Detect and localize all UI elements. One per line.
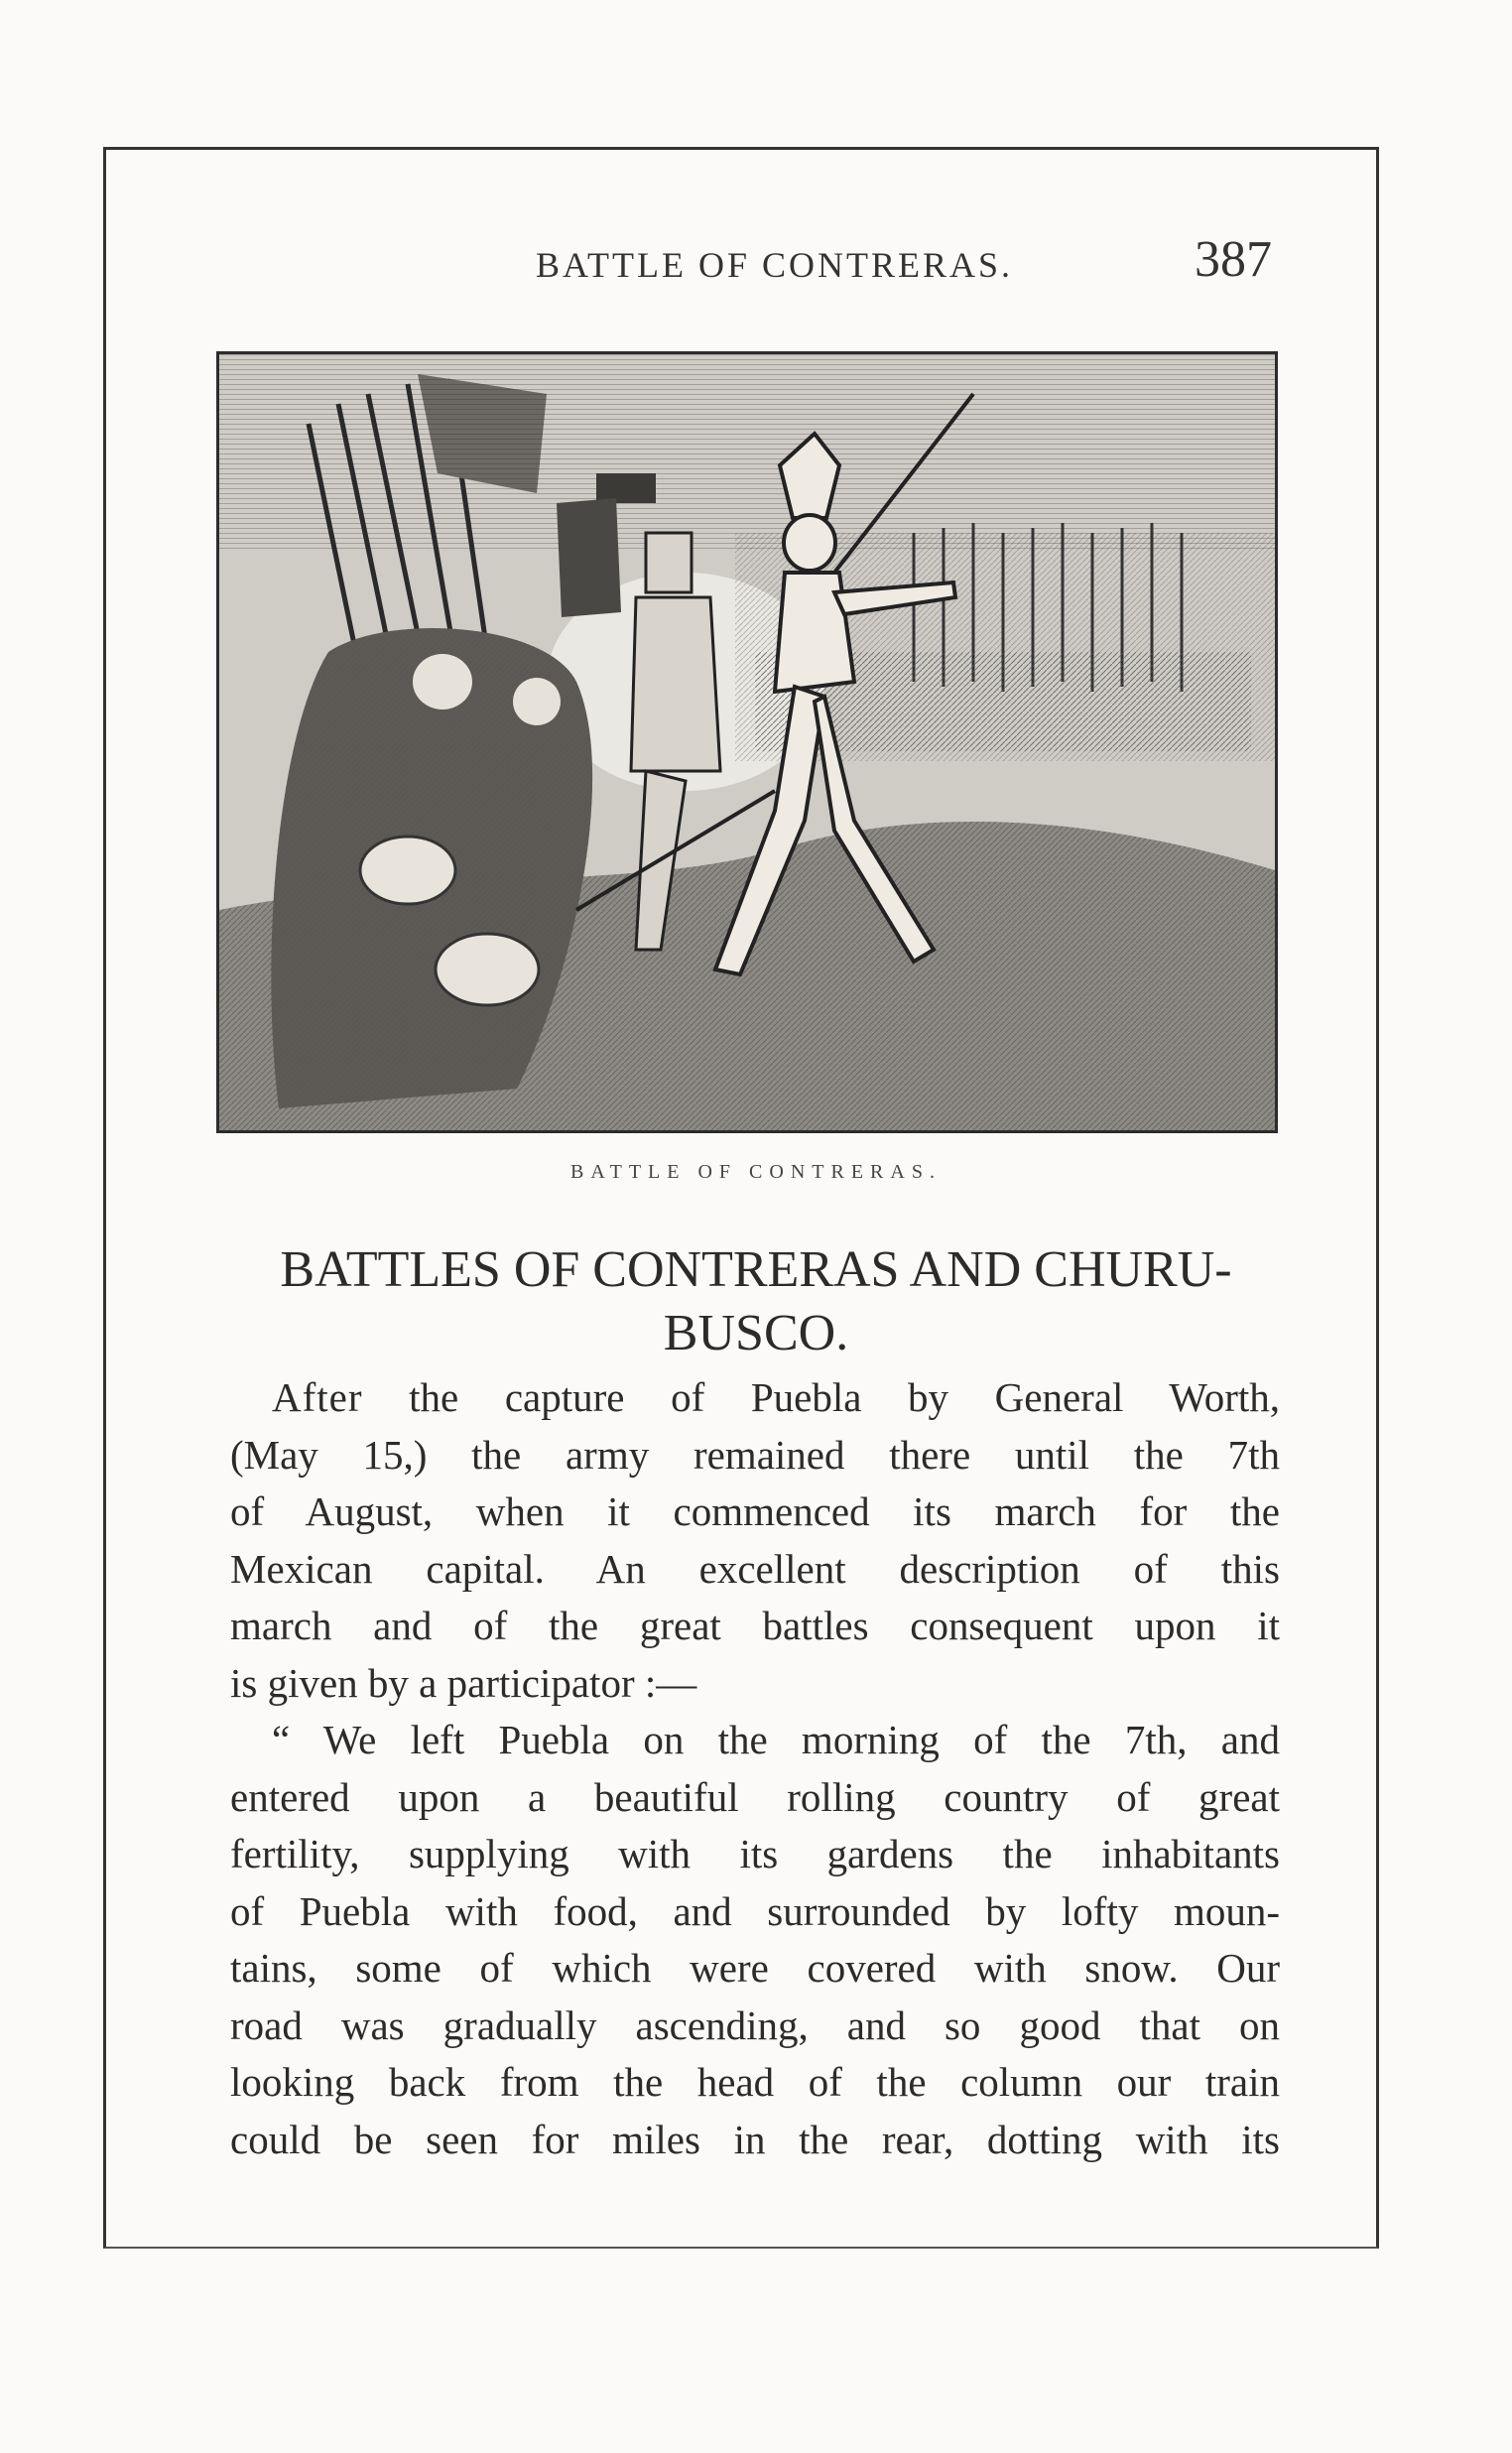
body-line: march and of the great battles consequent upon it <box>230 1603 1280 1648</box>
body-line: is given by a participator :— <box>230 1659 697 1706</box>
battle-engraving <box>216 351 1278 1133</box>
body-line: road was gradually ascending, and so good that on <box>230 2001 1280 2048</box>
body-text <box>230 1369 1280 2168</box>
body-line <box>230 1369 1280 1427</box>
chapter-heading-line: BUSCO. <box>663 1305 849 1361</box>
body-line: (May 15,) the army remained there until the 7th <box>230 1431 1280 1478</box>
body-line: Mexican capital. An excellent description of this <box>230 1545 1280 1592</box>
page-number: 387 <box>1195 231 1272 288</box>
body-line-text: the capture of Puebla by General Worth, <box>362 1374 1280 1420</box>
body-line: of August, when it commenced its march for the <box>230 1488 1280 1534</box>
chapter-heading-line: BATTLES OF CONTRERAS AND CHURU- <box>280 1241 1232 1298</box>
body-line: of Puebla with food, and surrounded by lofty moun- <box>230 1887 1280 1934</box>
body-line: tains, some of which were covered with snow. Our <box>230 1945 1280 1991</box>
small-caps-lead: After <box>272 1374 363 1420</box>
chapter-heading <box>198 1238 1314 1365</box>
illustration-caption: BATTLE OF CONTRERAS. <box>570 1161 942 1183</box>
body-line: “ We left Puebla on the morning of the 7th, and <box>272 1717 1280 1762</box>
body-line: looking back from the head of the column our train <box>230 2059 1280 2105</box>
running-head: BATTLE OF CONTRERAS. <box>536 245 1014 285</box>
body-line: fertility, supplying with its gardens the inhabitants <box>230 1831 1280 1876</box>
body-line: entered upon a beautiful rolling country of great <box>230 1773 1280 1820</box>
body-line: could be seen for miles in the rear, dotting with its <box>230 2116 1280 2162</box>
